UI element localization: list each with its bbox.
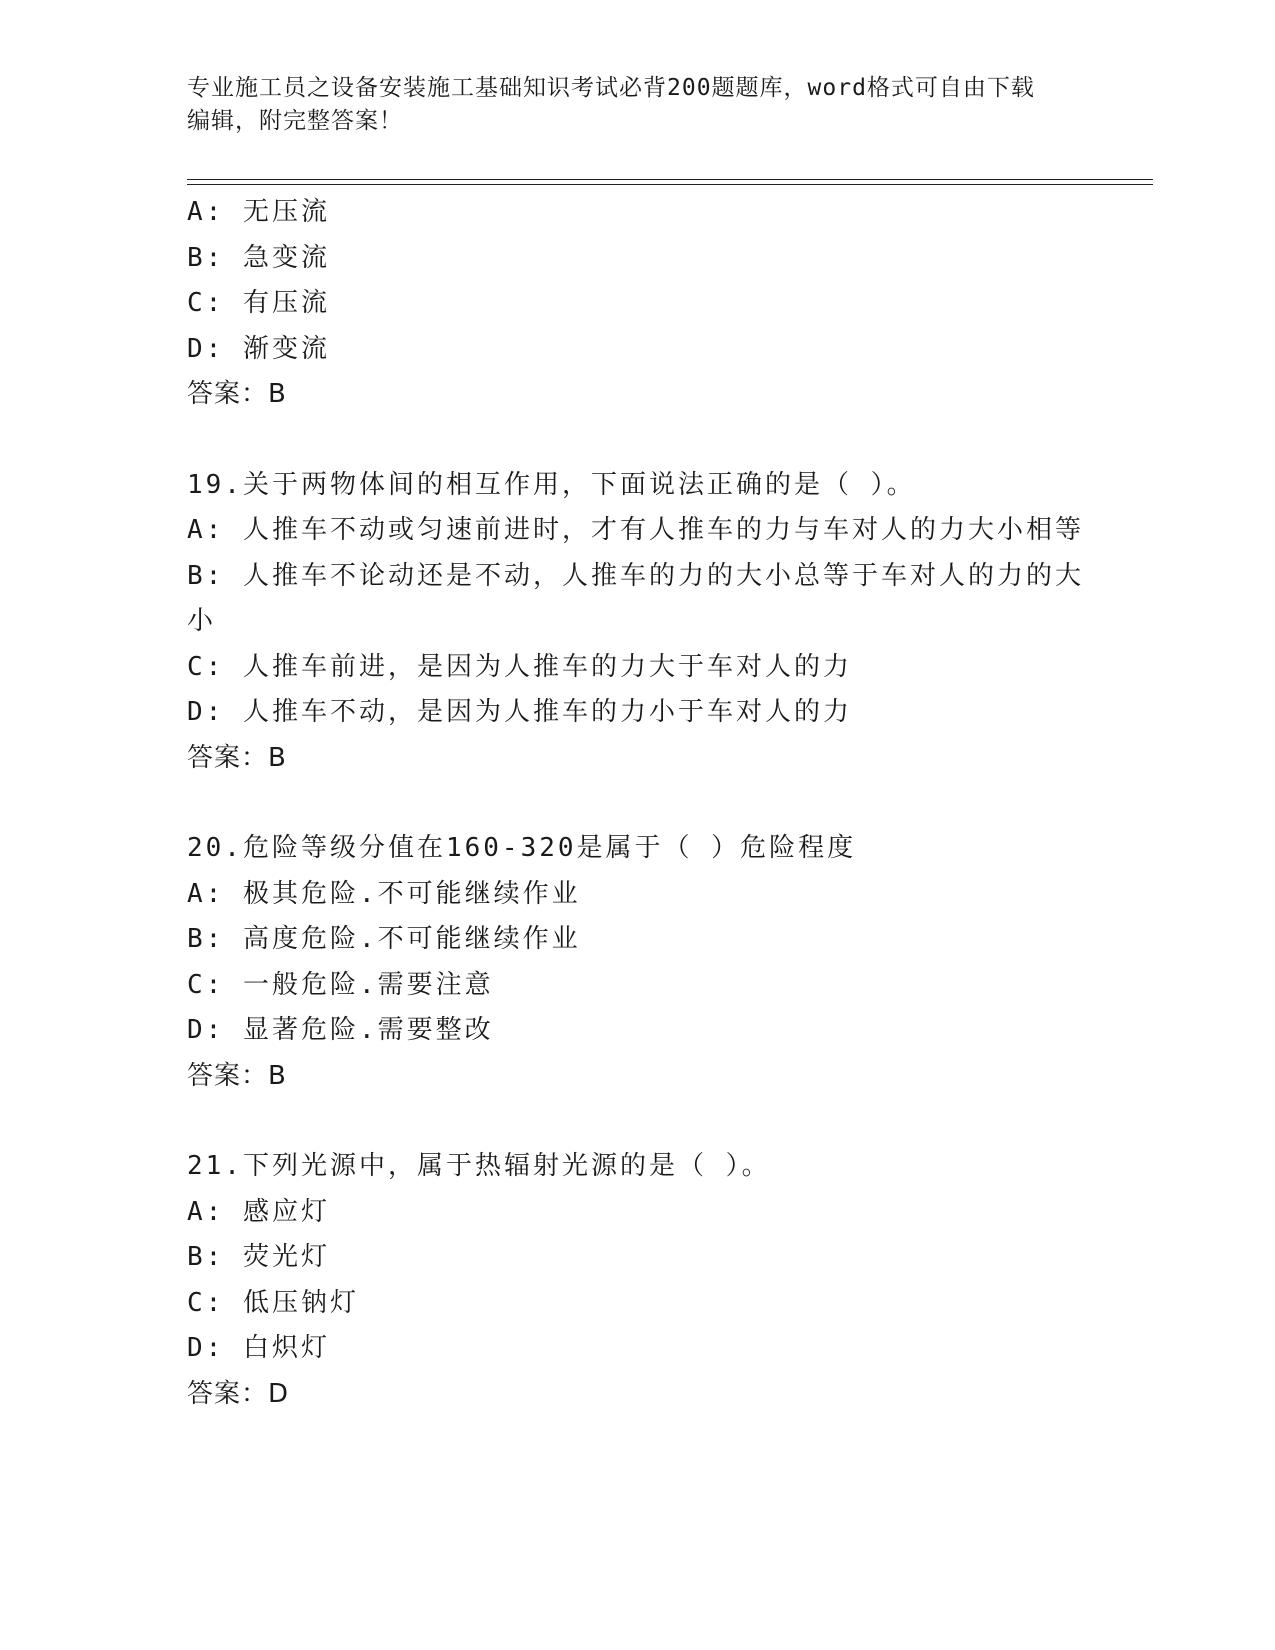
option-b: B: 高度危险.不可能继续作业	[187, 924, 581, 954]
option-b-continued: 小	[187, 606, 217, 636]
answer: 答案：B	[187, 1060, 287, 1091]
option-b: B: 急变流	[187, 242, 330, 273]
question-20	[187, 826, 1087, 1099]
header-line-2: 编辑，附完整答案！	[187, 108, 403, 134]
question-19	[187, 463, 1087, 782]
question-18	[187, 190, 1087, 418]
option-c: C: 有压流	[187, 288, 330, 318]
question-21	[187, 1144, 1087, 1417]
option-d: D: 渐变流	[187, 333, 330, 364]
option-c: C: 人推车前进，是因为人推车的力大于车对人的力	[187, 651, 852, 682]
option-a: A: 极其危险.不可能继续作业	[187, 878, 581, 909]
option-c: C: 一般危险.需要注意	[187, 969, 494, 1000]
header-rule-top	[187, 179, 1153, 180]
answer: 答案：B	[187, 742, 287, 773]
option-a: A: 感应灯	[187, 1196, 330, 1227]
document-body	[187, 190, 1087, 1417]
answer: 答案：B	[187, 379, 287, 409]
document-header	[187, 72, 1087, 138]
header-line-1: 专业施工员之设备安装施工基础知识考试必背200题题库，word格式可自由下载	[187, 75, 1035, 101]
option-d: D: 白炽灯	[187, 1333, 330, 1363]
option-c: C: 低压钠灯	[187, 1287, 359, 1318]
answer: 答案：D	[187, 1378, 290, 1409]
option-a: A: 人推车不动或匀速前进时，才有人推车的力与车对人的力大小相等	[187, 515, 1084, 545]
question-title: 21.下列光源中，属于热辐射光源的是（ ）。	[187, 1151, 771, 1181]
option-d: D: 显著危险.需要整改	[187, 1015, 494, 1045]
header-rule-bottom	[187, 184, 1153, 185]
question-title: 19.关于两物体间的相互作用，下面说法正确的是（ ）。	[187, 469, 916, 500]
option-d: D: 人推车不动，是因为人推车的力小于车对人的力	[187, 697, 852, 727]
question-title: 20.危险等级分值在160-320是属于（ ）危险程度	[187, 833, 857, 863]
option-b: B: 荧光灯	[187, 1242, 330, 1272]
option-a: A: 无压流	[187, 197, 330, 227]
option-b: B: 人推车不论动还是不动，人推车的力的大小总等于车对人的力的大	[187, 560, 1084, 591]
